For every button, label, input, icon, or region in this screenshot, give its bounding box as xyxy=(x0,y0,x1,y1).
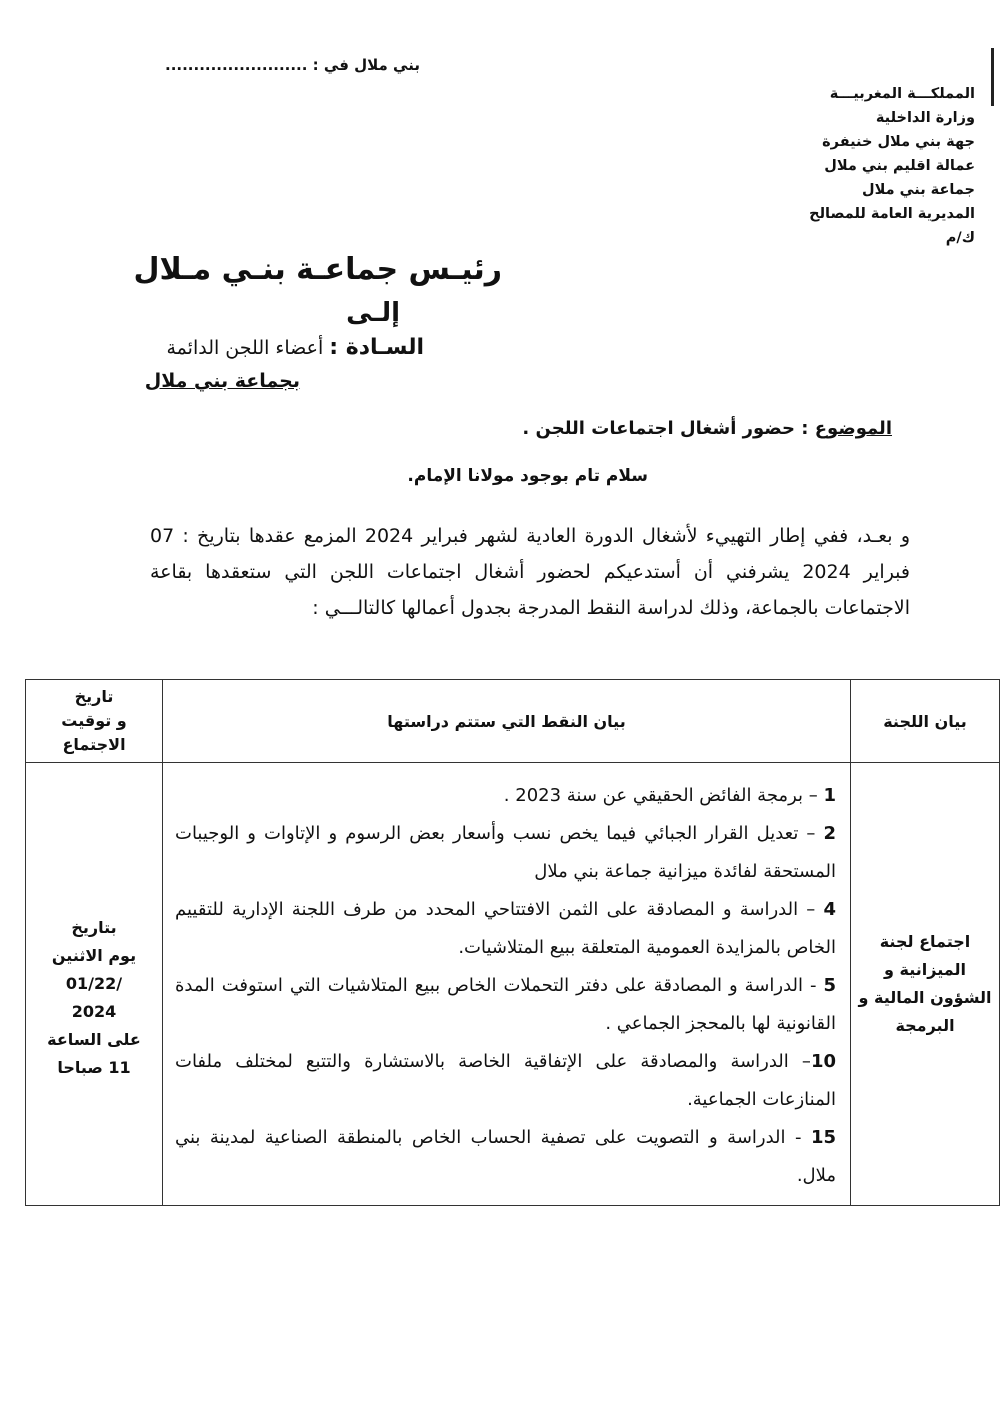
points-cell xyxy=(163,763,851,1206)
agenda-point xyxy=(175,815,836,891)
recipients-commune: بجماعة بني ملال xyxy=(144,370,300,392)
point-text: – تعديل القرار الجبائي فيما يخص نسب وأسعار بعض الرسوم و الإتاوات و الوجيبات المستحقة لفائدة ميزانية جماعة بني ملال xyxy=(175,823,836,882)
header-date xyxy=(26,680,163,763)
point-text: – الدراسة و المصادقة على الثمن الافتتاحي المحدد من طرف اللجنة الإدارية للتقييم الخاص بالمزايدة العمومية المتعلقة ببيع المتلاشيات. xyxy=(175,899,836,958)
letterhead-reference: ك/م xyxy=(945,230,975,246)
header-points: بيان النقط التي ستتم دراستها xyxy=(163,680,851,763)
point-text: - الدراسة و المصادقة على دفتر التحملات الخاص ببيع المتلاشيات التي استوفت المدة القانونية لها بالمحجز الجماعي . xyxy=(175,975,836,1034)
point-number: 10 xyxy=(810,1051,836,1072)
date-line: بني ملال في : ......................... xyxy=(165,56,420,74)
point-text: – الدراسة والمصادقة على الإتفاقية الخاصة بالاستشارة والتتبع لمختلف ملفات المنازعات الجماعية. xyxy=(175,1051,836,1110)
meeting-date-line: يوم الاثنين xyxy=(51,945,137,965)
to-label: إلـى xyxy=(346,298,400,328)
point-text: - الدراسة و التصويت على تصفية الحساب الخاص بالمنطقة الصناعية لمدينة بني ملال. xyxy=(175,1127,836,1186)
subject-text: : حضور أشغال اجتماعات اللجن . xyxy=(522,418,815,439)
recipients-value: أعضاء اللجن الدائمة xyxy=(166,337,324,359)
sender-title: رئيـس جماعـة بنـي مـلال xyxy=(133,252,502,287)
agenda-point xyxy=(175,1119,836,1195)
meeting-date-line: على الساعة xyxy=(47,1029,141,1049)
letterhead-kingdom: المملكـــة المغربيـــة xyxy=(829,86,975,102)
point-number: 4 xyxy=(823,899,836,920)
meeting-date-line: /01/22 xyxy=(65,973,123,993)
header-committee: بيان اللجنة xyxy=(851,680,1000,763)
meeting-date xyxy=(26,763,163,1206)
meeting-date-line: بتاريخ xyxy=(71,917,117,937)
agenda-point xyxy=(175,1043,836,1119)
recipients-label: السـادة : xyxy=(329,335,424,360)
point-number: 5 xyxy=(823,975,836,996)
point-text: – برمجة الفائض الحقيقي عن سنة 2023 . xyxy=(503,785,824,806)
recipients xyxy=(166,335,424,360)
letterhead-ministry: وزارة الداخلية xyxy=(875,110,975,126)
table-header-row xyxy=(26,680,1000,763)
letterhead-prefecture: عمالة اقليم بني ملال xyxy=(824,158,975,174)
table-row xyxy=(26,763,1000,1206)
letterhead-commune: جماعة بني ملال xyxy=(861,182,975,198)
point-number: 1 xyxy=(823,785,836,806)
meeting-date-line: 2024 xyxy=(71,1001,117,1021)
letterhead-directorate: المديرية العامة للمصالح xyxy=(809,206,975,222)
subject-line xyxy=(522,418,892,439)
greeting: سلام تام بوجود مولانا الإمام. xyxy=(407,466,648,486)
point-number: 15 xyxy=(810,1127,836,1148)
subject-label: الموضوع xyxy=(814,418,892,439)
letterhead-region: جهة بني ملال خنيفرة xyxy=(822,134,975,150)
committee-name: اجتماع لجنة الميزانية و الشؤون المالية و البرمجة xyxy=(851,763,1000,1206)
point-number: 2 xyxy=(823,823,836,844)
agenda-table xyxy=(25,679,1000,1206)
meeting-date-line: 11 صباحا xyxy=(57,1057,131,1077)
intro-paragraph: و بعـد، ففي إطار التهييء لأشغال الدورة العادية لشهر فبراير 2024 المزمع عقدها بتاريخ : 07 فبراير 2024 يشرفني أن أستدعيكم لحضور أشغال اجتماعات اللجن التي ستعقدها بقاعة الاجتماعات بالجماعة، وذلك لدراسة النقط المدرجة بجدول أعمالها كالتالـــي : xyxy=(150,525,910,619)
agenda-point xyxy=(175,967,836,1043)
header-date-line: الاجتماع xyxy=(62,735,126,754)
header-date-line: و توقيت xyxy=(61,711,127,730)
agenda-point xyxy=(175,777,836,815)
agenda-point xyxy=(175,891,836,967)
header-date-line: تاريخ xyxy=(74,687,114,706)
margin-mark xyxy=(991,48,994,106)
letterhead xyxy=(745,82,975,250)
